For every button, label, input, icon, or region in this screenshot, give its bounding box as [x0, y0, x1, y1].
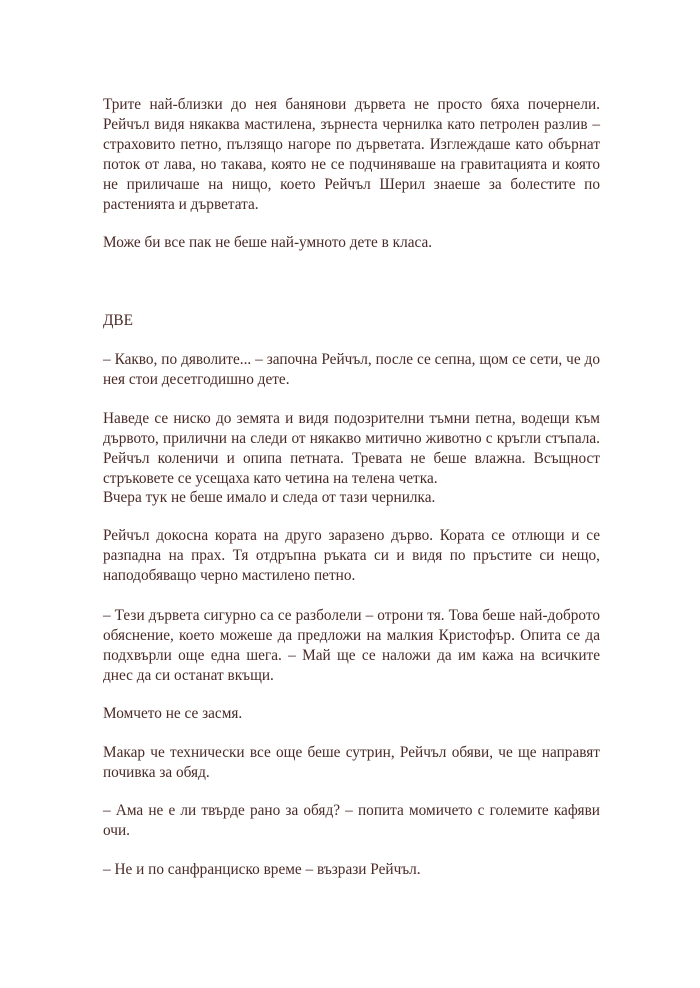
paragraph-dark-spots: Наведе се ниско до земята и видя подозрителни тъмни петна, водещи към дървото, прилични на следи от някакво митично животно с кръгли стъпала. Рейчъл коленичи и опипа петната. Тревата не беше влажна. Всъщност стръковете се усещаха като четина на телена четка.	[103, 410, 600, 487]
paragraph-too-early: – Ама не е ли твърде рано за обяд? – попита момичето с големите кафяви очи.	[103, 802, 600, 839]
paragraph-sf-time: – Не и по санфранциско време – възрази Рейчъл.	[103, 861, 421, 878]
paragraph-not-smartest: Може би все пак не беше най-умното дете в класа.	[103, 234, 433, 251]
paragraph-bark: Рейчъл докосна кората на друго заразено дърво. Кората се отлющи и се разпадна на прах. Тя отдръпна ръката си и видя по пръстите си нещо, наподобяващо черно мастилено петно.	[103, 527, 600, 584]
paragraph-lunch-break: Макар че технически все още беше сутрин, Рейчъл обяви, че ще направят почивка за обяд.	[103, 744, 600, 781]
paragraph-what-the-hell: – Какво, по дяволите... – започна Рейчъл, после се сепна, щом се сети, че до нея стои десетгодишно дете.	[103, 351, 600, 388]
chapter-heading: ДВЕ	[103, 312, 133, 329]
paragraph-boy-no-laugh: Момчето не се засмя.	[103, 705, 243, 722]
paragraph-yesterday: Вчера тук не беше имало и следа от тази чернилка.	[103, 489, 436, 506]
paragraph-trees-sick: – Тези дървета сигурно са се разболели – отрони тя. Това беше най-доброто обяснение, което можеше да предложи на малкия Кристофър. Опита се да подхвърли още една шега. – Май ще се наложи да им кажа на всичките днес да си останат вкъщи.	[103, 607, 600, 684]
paragraph-blackened-trees: Трите най-близки до нея банянови дървета не просто бяха почернели. Рейчъл видя някаква мастилена, зърнеста чернилка като петролен разлив – страховито петно, пълзящо нагоре по дърветата. Изглеждаше като обърнат поток от лава, но такава, която не се подчиняваше на гравитацията и която не приличаше на нищо, което Рейчъл Шерил знаеше за болестите по растенията и дърветата.	[103, 96, 600, 213]
